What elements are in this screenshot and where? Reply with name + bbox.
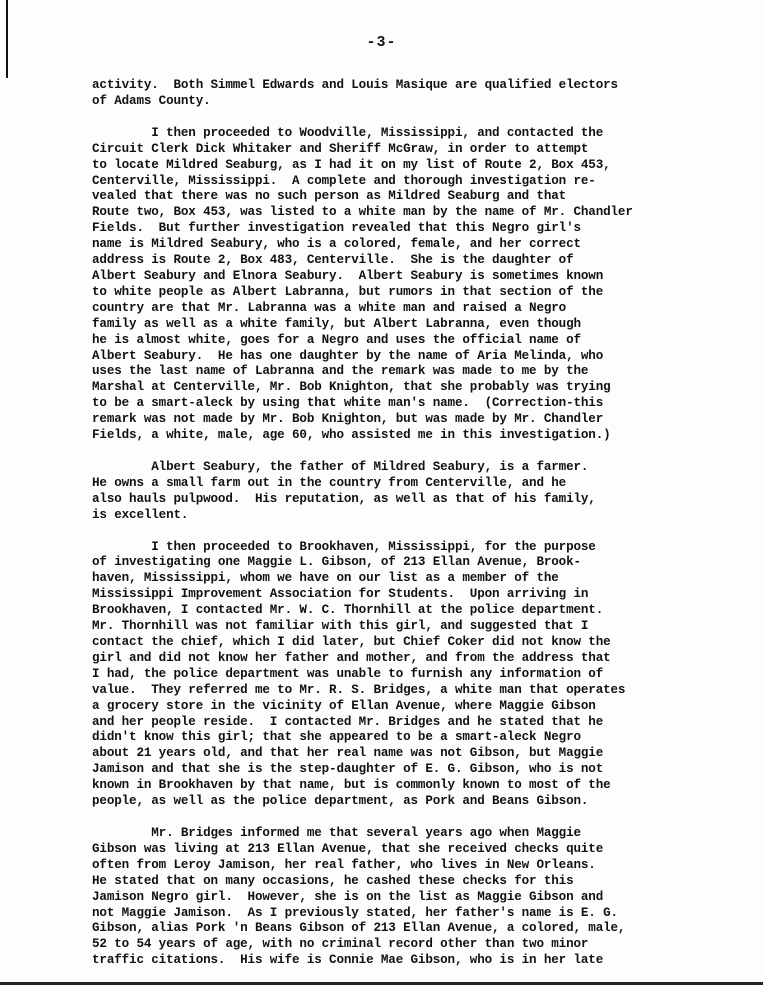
text-line: of investigating one Maggie L. Gibson, of 213 Ellan Avenue, Brook- — [92, 555, 581, 570]
paragraph — [92, 826, 752, 969]
text-line: Jamison and that she is the step-daughter of E. G. Gibson, who is not — [92, 762, 604, 777]
text-line: Marshal at Centerville, Mr. Bob Knighton, that she probably was trying — [92, 380, 611, 395]
text-line: Gibson, alias Pork 'n Beans Gibson of 213 Ellan Avenue, a colored, male, — [92, 921, 626, 936]
text-line: vealed that there was no such person as Mildred Seaburg and that — [92, 189, 567, 204]
text-line: of Adams County. — [92, 93, 211, 108]
text-line: known in Brookhaven by that name, but is commonly known to most of the — [92, 778, 611, 793]
text-line: girl and did not know her father and mother, and from the address that — [92, 650, 611, 665]
text-line: I then proceeded to Brookhaven, Mississippi, for the purpose — [92, 539, 596, 554]
text-line: he is almost white, goes for a Negro and uses the official name of — [92, 332, 581, 347]
text-line: value. They referred me to Mr. R. S. Bridges, a white man that operates — [92, 682, 626, 697]
text-line: to locate Mildred Seaburg, as I had it on my list of Route 2, Box 453, — [92, 157, 611, 172]
text-line: Mr. Thornhill was not familiar with this girl, and suggested that I — [92, 619, 589, 634]
text-line: Circuit Clerk Dick Whitaker and Sheriff McGraw, in order to attempt — [92, 141, 589, 156]
text-line: a grocery store in the vicinity of Ellan Avenue, where Maggie Gibson — [92, 698, 596, 713]
text-line: address is Route 2, Box 483, Centerville. She is the daughter of — [92, 253, 574, 268]
text-line: Jamison Negro girl. However, she is on the list as Maggie Gibson and — [92, 889, 604, 904]
text-line: haven, Mississippi, whom we have on our list as a member of the — [92, 571, 559, 586]
text-line: contact the chief, which I did later, but Chief Coker did not know the — [92, 635, 611, 649]
text-line: Mississippi Improvement Association for Students. Upon arriving in — [92, 587, 589, 602]
text-line: Gibson was living at 213 Ellan Avenue, that she received checks quite — [92, 841, 604, 856]
text-line: 52 to 54 years of age, with no criminal record other than two minor — [92, 937, 589, 952]
text-line: I then proceeded to Woodville, Mississippi, and contacted the — [92, 125, 604, 140]
text-line: not Maggie Jamison. As I previously stated, her father's name is E. G. — [92, 905, 618, 920]
paragraph — [92, 126, 752, 444]
text-line: uses the last name of Labranna and the remark was made to me by the — [92, 364, 589, 379]
text-line: traffic citations. His wife is Connie Mae Gibson, who is in her late — [92, 953, 604, 968]
text-line: remark was not made by Mr. Bob Knighton, but was made by Mr. Chandler — [92, 412, 604, 427]
text-line: Albert Seabury, the father of Mildred Seabury, is a farmer. — [92, 459, 589, 474]
text-line: He stated that on many occasions, he cashed these checks for this — [92, 873, 574, 888]
text-line: Albert Seabury. He has one daughter by the name of Aria Melinda, who — [92, 348, 604, 363]
text-line: and her people reside. I contacted Mr. Bridges and he stated that he — [92, 714, 604, 729]
text-line: activity. Both Simmel Edwards and Louis Masique are qualified electors — [92, 78, 618, 92]
text-line: about 21 years old, and that her real name was not Gibson, but Maggie — [92, 746, 604, 761]
text-line: to be a smart-aleck by using that white man's name. (Correction-this — [92, 396, 604, 411]
text-line: name is Mildred Seabury, who is a colored, female, and her correct — [92, 237, 581, 252]
text-line: also hauls pulpwood. His reputation, as well as that of his family, — [92, 491, 596, 506]
paragraph — [92, 540, 752, 810]
text-line: Centerville, Mississippi. A complete and thorough investigation re- — [92, 173, 596, 188]
text-line: Albert Seabury and Elnora Seabury. Albert Seabury is sometimes known — [92, 268, 604, 283]
text-line: is excellent. — [92, 507, 189, 522]
scan-edge-bottom — [0, 982, 763, 985]
text-line: didn't know this girl; that she appeared to be a smart-aleck Negro — [92, 730, 581, 745]
text-line: Brookhaven, I contacted Mr. W. C. Thornhill at the police department. — [92, 603, 604, 618]
document-body — [92, 78, 752, 985]
text-line: country are that Mr. Labranna was a white man and raised a Negro — [92, 300, 567, 315]
text-line: Mr. Bridges informed me that several years ago when Maggie — [92, 825, 581, 840]
text-line: family as well as a white family, but Albert Labranna, even though — [92, 316, 581, 331]
text-line: Route two, Box 453, was listed to a white man by the name of Mr. Chandler — [92, 205, 633, 220]
text-line: He owns a small farm out in the country from Centerville, and he — [92, 475, 567, 490]
text-line: to white people as Albert Labranna, but rumors in that section of the — [92, 284, 604, 299]
text-line: Fields. But further investigation revealed that this Negro girl's — [92, 221, 581, 236]
page-number: -3- — [366, 34, 397, 51]
text-line: Fields, a white, male, age 60, who assisted me in this investigation.) — [92, 428, 611, 443]
paragraph — [92, 460, 752, 524]
paragraph — [92, 78, 752, 110]
text-line: often from Leroy Jamison, her real father, who lives in New Orleans. — [92, 857, 596, 872]
text-line: I had, the police department was unable to furnish any information of — [92, 666, 604, 681]
text-line: people, as well as the police department, as Pork and Beans Gibson. — [92, 794, 589, 809]
